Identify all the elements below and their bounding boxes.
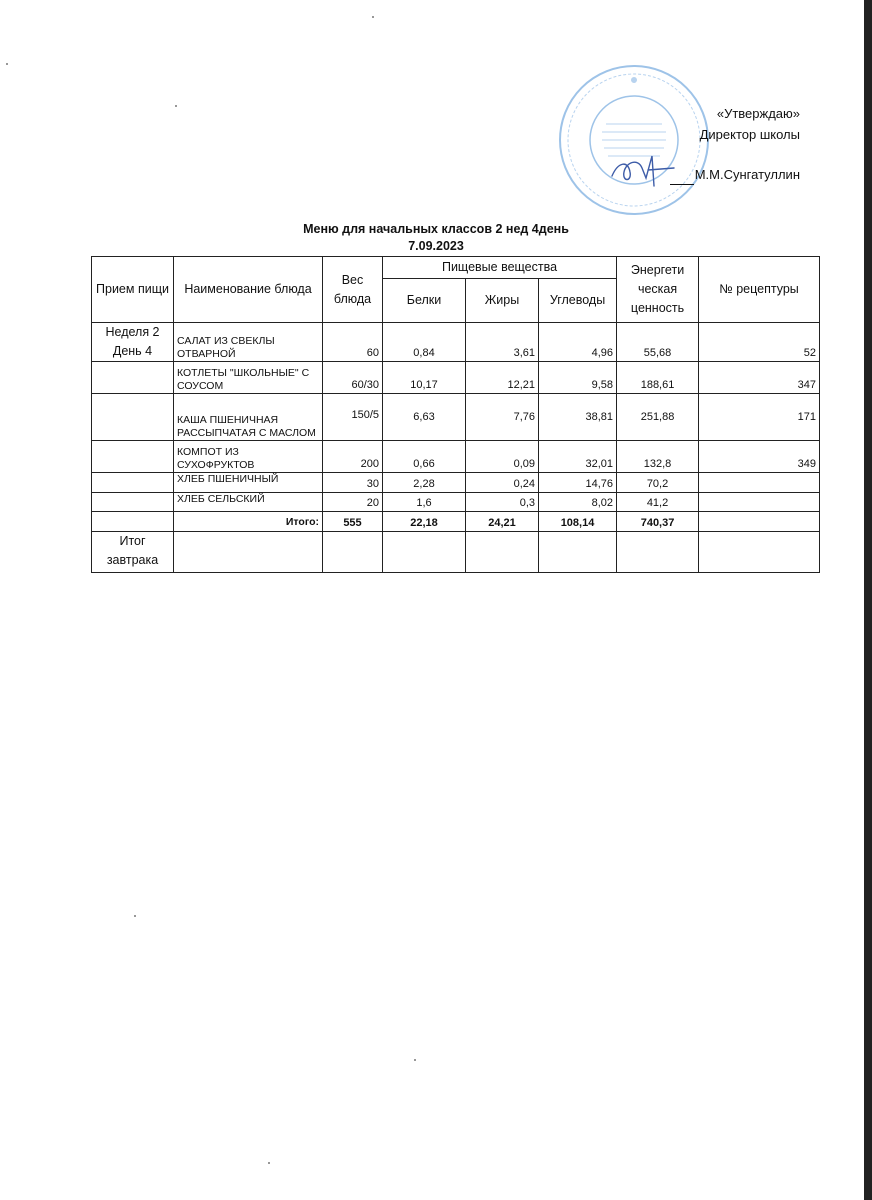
scan-speck bbox=[372, 16, 374, 18]
summary-cell bbox=[466, 532, 539, 573]
dish-recipe: 349 bbox=[699, 441, 820, 473]
header-row bbox=[92, 257, 820, 279]
meal-cell: Неделя 2 День 4 bbox=[92, 323, 174, 362]
dish-name: КАША ПШЕНИЧНАЯ РАССЫПЧАТАЯ С МАСЛОМ bbox=[174, 394, 323, 441]
dish-protein: 2,28 bbox=[383, 473, 466, 493]
menu-date: 7.09.2023 bbox=[408, 239, 464, 253]
dish-name: САЛАТ ИЗ СВЕКЛЫ ОТВАРНОЙ bbox=[174, 323, 323, 362]
total-energy: 740,37 bbox=[617, 512, 699, 532]
total-carbs: 108,14 bbox=[539, 512, 617, 532]
col-nutrients: Пищевые вещества bbox=[383, 257, 617, 279]
summary-cell bbox=[699, 532, 820, 573]
dish-fat: 12,21 bbox=[466, 362, 539, 394]
meal-cell-empty bbox=[92, 441, 174, 473]
col-carbs: Углеводы bbox=[539, 279, 617, 323]
dish-recipe: 171 bbox=[699, 394, 820, 441]
menu-title: Меню для начальных классов 2 нед 4день bbox=[303, 222, 569, 236]
dish-name: КОМПОТ ИЗ СУХОФРУКТОВ bbox=[174, 441, 323, 473]
approval-block bbox=[640, 103, 800, 185]
summary-label: Итог завтрака bbox=[92, 532, 174, 573]
table-row bbox=[92, 323, 820, 362]
dish-energy: 188,61 bbox=[617, 362, 699, 394]
total-label: Итого: bbox=[174, 512, 323, 532]
dish-name: ХЛЕБ СЕЛЬСКИЙ bbox=[174, 493, 323, 512]
dish-weight: 150/5 bbox=[323, 394, 383, 441]
dish-carbs: 14,76 bbox=[539, 473, 617, 493]
dish-protein: 0,66 bbox=[383, 441, 466, 473]
dish-name: ХЛЕБ ПШЕНИЧНЫЙ bbox=[174, 473, 323, 493]
dish-carbs: 9,58 bbox=[539, 362, 617, 394]
col-protein: Белки bbox=[383, 279, 466, 323]
dish-recipe bbox=[699, 493, 820, 512]
dish-carbs: 4,96 bbox=[539, 323, 617, 362]
scan-speck bbox=[414, 1059, 416, 1061]
dish-energy: 251,88 bbox=[617, 394, 699, 441]
director-position: Директор школы bbox=[699, 127, 800, 142]
summary-row bbox=[92, 532, 820, 573]
summary-cell bbox=[539, 532, 617, 573]
meal-cell-empty bbox=[92, 362, 174, 394]
dish-carbs: 32,01 bbox=[539, 441, 617, 473]
table-row bbox=[92, 362, 820, 394]
dish-fat: 0,09 bbox=[466, 441, 539, 473]
total-protein: 22,18 bbox=[383, 512, 466, 532]
scan-edge bbox=[864, 0, 872, 1200]
dish-fat: 7,76 bbox=[466, 394, 539, 441]
col-dish: Наименование блюда bbox=[174, 257, 323, 323]
meal-cell-empty bbox=[92, 394, 174, 441]
dish-name: КОТЛЕТЫ "ШКОЛЬНЫЕ" С СОУСОМ bbox=[174, 362, 323, 394]
dish-energy: 41,2 bbox=[617, 493, 699, 512]
dish-fat: 0,24 bbox=[466, 473, 539, 493]
scan-speck bbox=[134, 915, 136, 917]
table-row bbox=[92, 493, 820, 512]
dish-protein: 0,84 bbox=[383, 323, 466, 362]
approve-label: «Утверждаю» bbox=[716, 106, 800, 121]
signature-underline bbox=[670, 184, 694, 185]
dish-fat: 3,61 bbox=[466, 323, 539, 362]
dish-recipe: 347 bbox=[699, 362, 820, 394]
dish-carbs: 38,81 bbox=[539, 394, 617, 441]
total-weight: 555 bbox=[323, 512, 383, 532]
summary-cell bbox=[174, 532, 323, 573]
dish-protein: 6,63 bbox=[383, 394, 466, 441]
dish-energy: 132,8 bbox=[617, 441, 699, 473]
dish-weight: 30 bbox=[323, 473, 383, 493]
meal-cell-empty bbox=[92, 512, 174, 532]
table-row bbox=[92, 473, 820, 493]
table-row bbox=[92, 441, 820, 473]
menu-table bbox=[91, 256, 820, 573]
total-fat: 24,21 bbox=[466, 512, 539, 532]
scan-speck bbox=[268, 1162, 270, 1164]
total-row bbox=[92, 512, 820, 532]
dish-fat: 0,3 bbox=[466, 493, 539, 512]
scan-speck bbox=[6, 63, 8, 65]
dish-protein: 10,17 bbox=[383, 362, 466, 394]
meal-cell-empty bbox=[92, 473, 174, 493]
dish-weight: 20 bbox=[323, 493, 383, 512]
meal-cell-empty bbox=[92, 493, 174, 512]
scan-speck bbox=[175, 105, 177, 107]
col-energy: Энергети ческая ценность bbox=[617, 257, 699, 323]
col-recipe: № рецептуры bbox=[699, 257, 820, 323]
dish-recipe bbox=[699, 473, 820, 493]
director-name: М.М.Сунгатуллин bbox=[694, 167, 800, 182]
total-recipe-empty bbox=[699, 512, 820, 532]
dish-weight: 60 bbox=[323, 323, 383, 362]
summary-cell bbox=[617, 532, 699, 573]
col-fat: Жиры bbox=[466, 279, 539, 323]
dish-recipe: 52 bbox=[699, 323, 820, 362]
table-row bbox=[92, 394, 820, 441]
dish-weight: 200 bbox=[323, 441, 383, 473]
dish-protein: 1,6 bbox=[383, 493, 466, 512]
col-weight: Вес блюда bbox=[323, 257, 383, 323]
dish-carbs: 8,02 bbox=[539, 493, 617, 512]
summary-cell bbox=[383, 532, 466, 573]
summary-cell bbox=[323, 532, 383, 573]
signature-line bbox=[640, 164, 800, 185]
dish-energy: 55,68 bbox=[617, 323, 699, 362]
col-meal: Прием пищи bbox=[92, 257, 174, 323]
dish-energy: 70,2 bbox=[617, 473, 699, 493]
dish-weight: 60/30 bbox=[323, 362, 383, 394]
